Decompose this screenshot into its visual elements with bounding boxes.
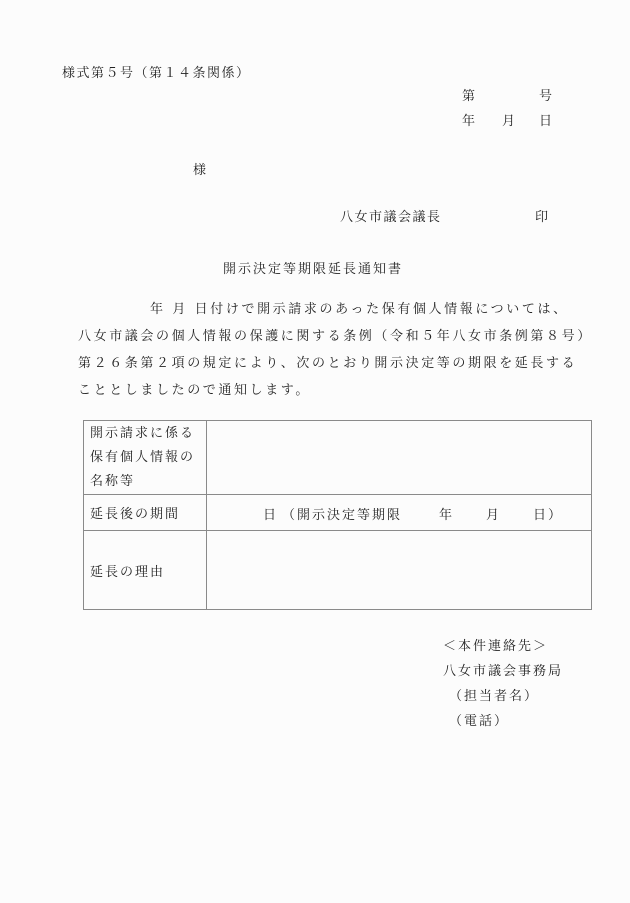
table-row xyxy=(84,421,592,495)
deadline-label: （開示決定等期限 xyxy=(282,507,403,523)
date-year: 年 xyxy=(462,114,477,129)
personal-info-name-label xyxy=(84,421,207,495)
sender-name: 八女市議会議長 xyxy=(340,210,442,225)
contact-phone: （電話） xyxy=(449,714,510,729)
body-line: 年 月 日付けで開示請求のあった保有個人情報については、 xyxy=(150,302,569,317)
personal-info-name-field[interactable] xyxy=(207,421,592,495)
extension-details-table xyxy=(83,420,592,610)
body-line: こととしましたので通知します。 xyxy=(78,383,311,398)
body-line: 第２６条第２項の規定により、次のとおり開示決定等の期限を延長する xyxy=(78,356,578,371)
label-line: 開示請求に係る xyxy=(90,426,196,441)
extended-period-label: 延長後の期間 xyxy=(84,495,207,531)
extended-period-field[interactable] xyxy=(207,495,592,531)
contact-heading: ＜本件連絡先＞ xyxy=(443,639,549,654)
period-days: 日 xyxy=(263,507,279,523)
number-suffix: 号 xyxy=(539,89,554,104)
addressee-honorific: 様 xyxy=(193,163,208,178)
seal-mark: 印 xyxy=(535,210,550,225)
deadline-day: 日） xyxy=(533,507,564,523)
deadline-month: 月 xyxy=(486,507,502,523)
label-line: 名称等 xyxy=(90,474,136,489)
extension-reason-label: 延長の理由 xyxy=(84,531,207,610)
extension-reason-field[interactable] xyxy=(207,531,592,610)
form-number: 様式第５号（第１４条関係） xyxy=(62,66,251,81)
contact-person: （担当者名） xyxy=(449,689,540,704)
notice-body xyxy=(78,296,598,404)
table-row xyxy=(84,531,592,610)
deadline-year: 年 xyxy=(439,507,455,523)
date-day: 日 xyxy=(539,114,554,129)
body-line: 八女市議会の個人情報の保護に関する条例（令和５年八女市条例第８号） xyxy=(78,329,593,344)
date-month: 月 xyxy=(502,114,517,129)
contact-office: 八女市議会事務局 xyxy=(443,664,564,679)
table-row xyxy=(84,495,592,531)
label-line: 保有個人情報の xyxy=(90,450,196,465)
contact-info xyxy=(443,634,563,734)
page-title: 開示決定等期限延長通知書 xyxy=(223,262,404,277)
number-prefix: 第 xyxy=(462,89,477,104)
